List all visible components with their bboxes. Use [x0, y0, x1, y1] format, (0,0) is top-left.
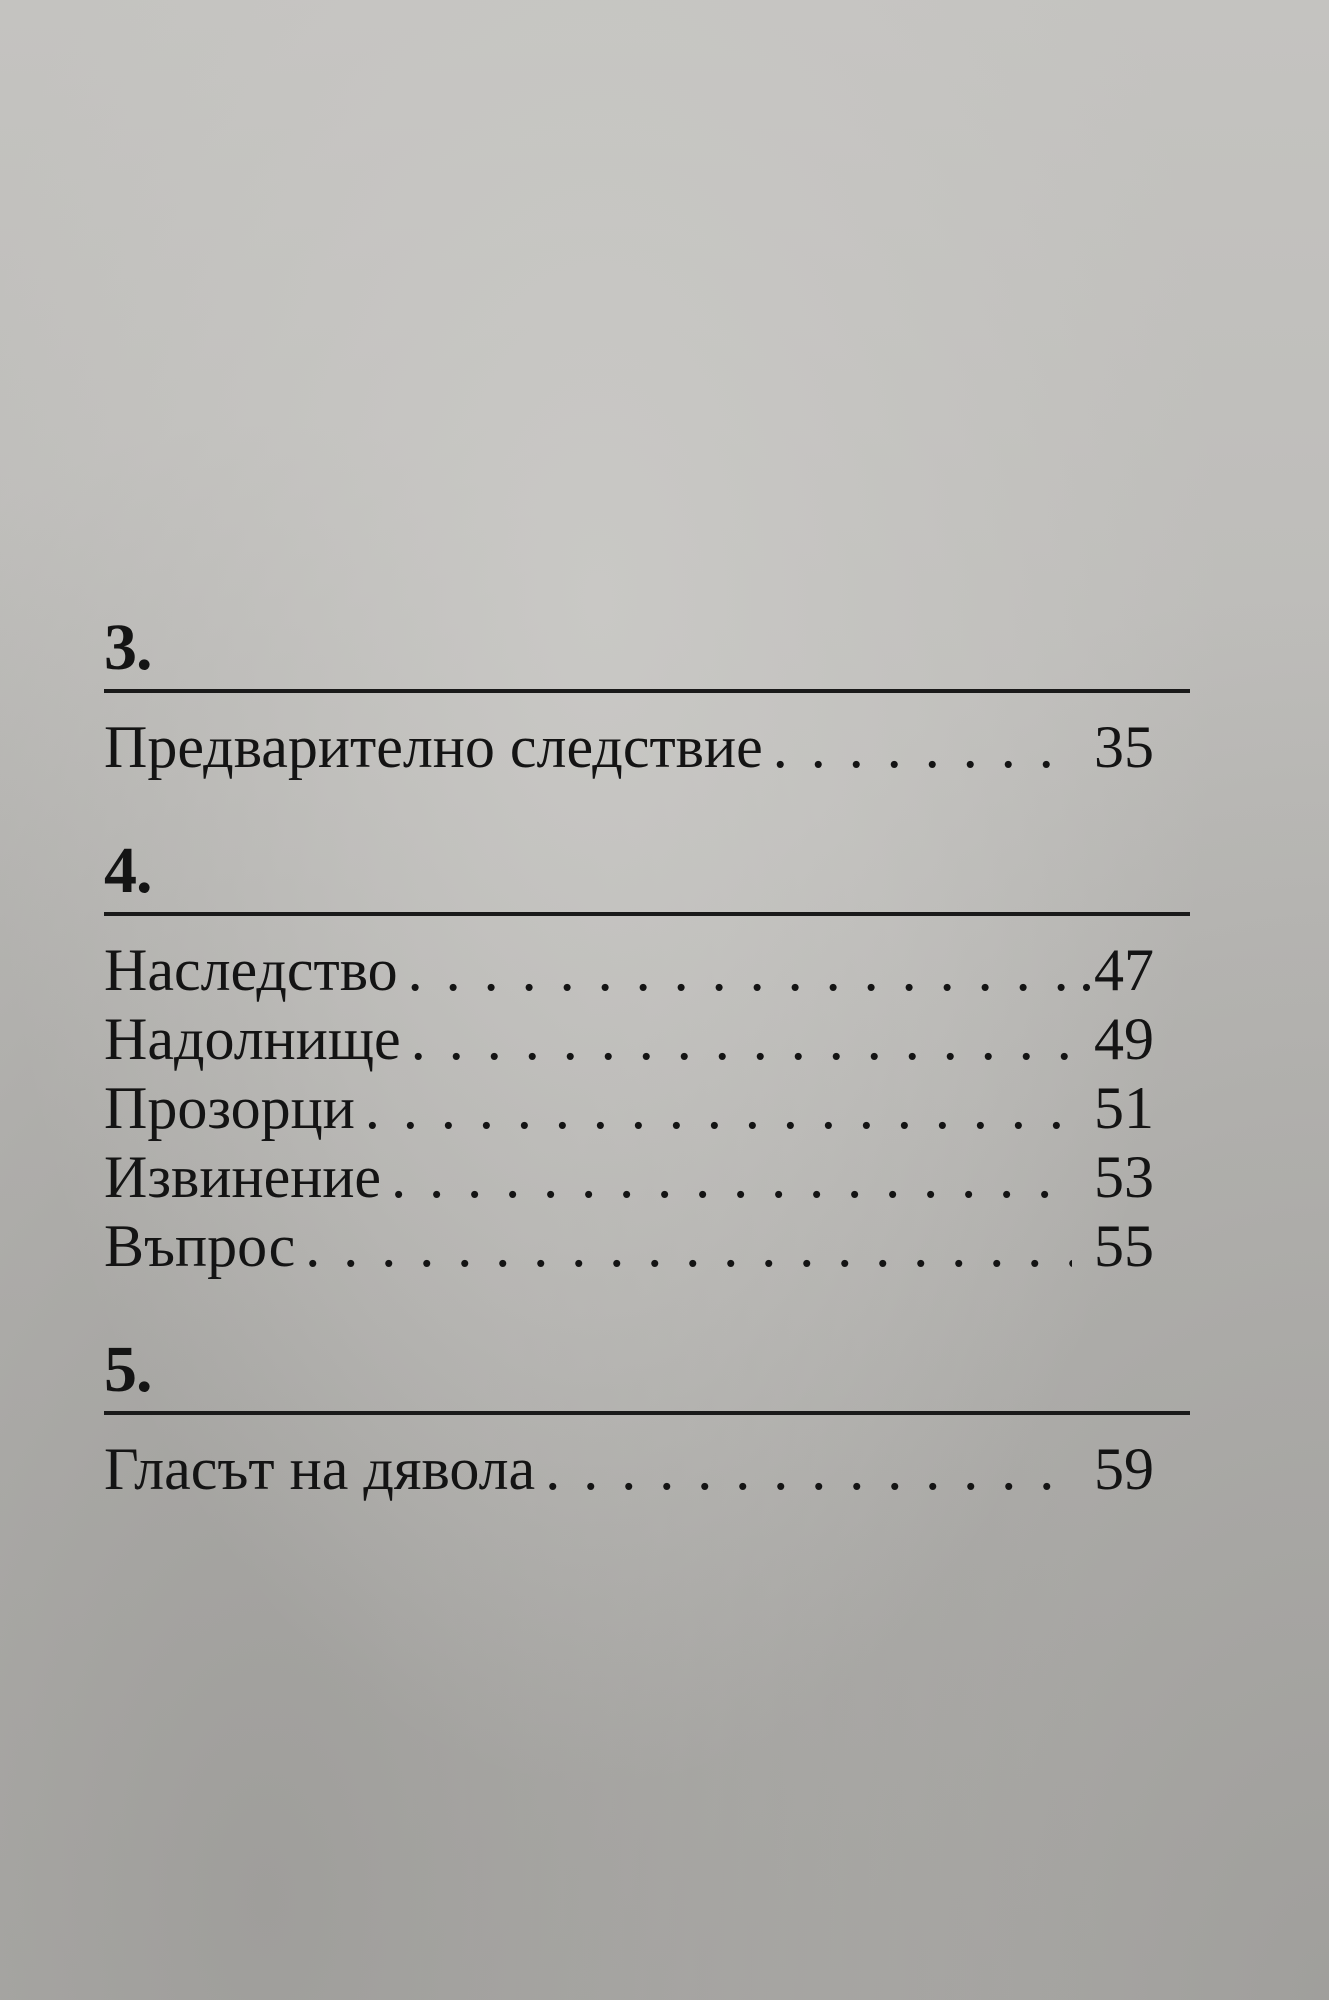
page-number: 51: [1094, 1075, 1154, 1141]
section-entries: [104, 693, 1154, 782]
section-entries: [104, 1415, 1154, 1504]
dot-leader: [411, 1005, 1072, 1074]
toc-entry: [104, 936, 1154, 1005]
page-number: 53: [1094, 1144, 1154, 1210]
dot-leader: [773, 713, 1072, 782]
table-of-contents: [104, 611, 1190, 1560]
entry-title: Надолнище: [104, 1006, 401, 1072]
page-number: 55: [1094, 1213, 1154, 1279]
entry-title: Прозорци: [104, 1075, 355, 1141]
entry-title: Въпрос: [104, 1213, 296, 1279]
toc-entry: [104, 1435, 1154, 1504]
section-number: 3.: [104, 615, 1190, 693]
section-number: 4.: [104, 838, 1190, 916]
section-entries: [104, 916, 1154, 1281]
toc-entry: [104, 1074, 1154, 1143]
entry-title: Предварително следствие: [104, 714, 763, 780]
section-number: 5.: [104, 1337, 1190, 1415]
toc-entry: [104, 713, 1154, 782]
page-number: 49: [1094, 1006, 1154, 1072]
toc-entry: [104, 1143, 1154, 1212]
dot-leader: [391, 1143, 1072, 1212]
toc-entry: [104, 1212, 1154, 1281]
entry-title: Извинение: [104, 1144, 382, 1210]
entry-title: Гласът на дявола: [104, 1436, 536, 1502]
dot-leader: [365, 1074, 1072, 1143]
page-number: 59: [1094, 1436, 1154, 1502]
toc-entry: [104, 1005, 1154, 1074]
dot-leader: [305, 1212, 1072, 1281]
entry-title: Наследство: [104, 937, 398, 1003]
page-number: .47: [1079, 937, 1154, 1003]
section-4: [104, 834, 1190, 1281]
section-3: [104, 611, 1190, 782]
dot-leader: [545, 1435, 1072, 1504]
page-number: 35: [1094, 714, 1154, 780]
section-5: [104, 1333, 1190, 1504]
dot-leader: [408, 936, 1069, 1005]
